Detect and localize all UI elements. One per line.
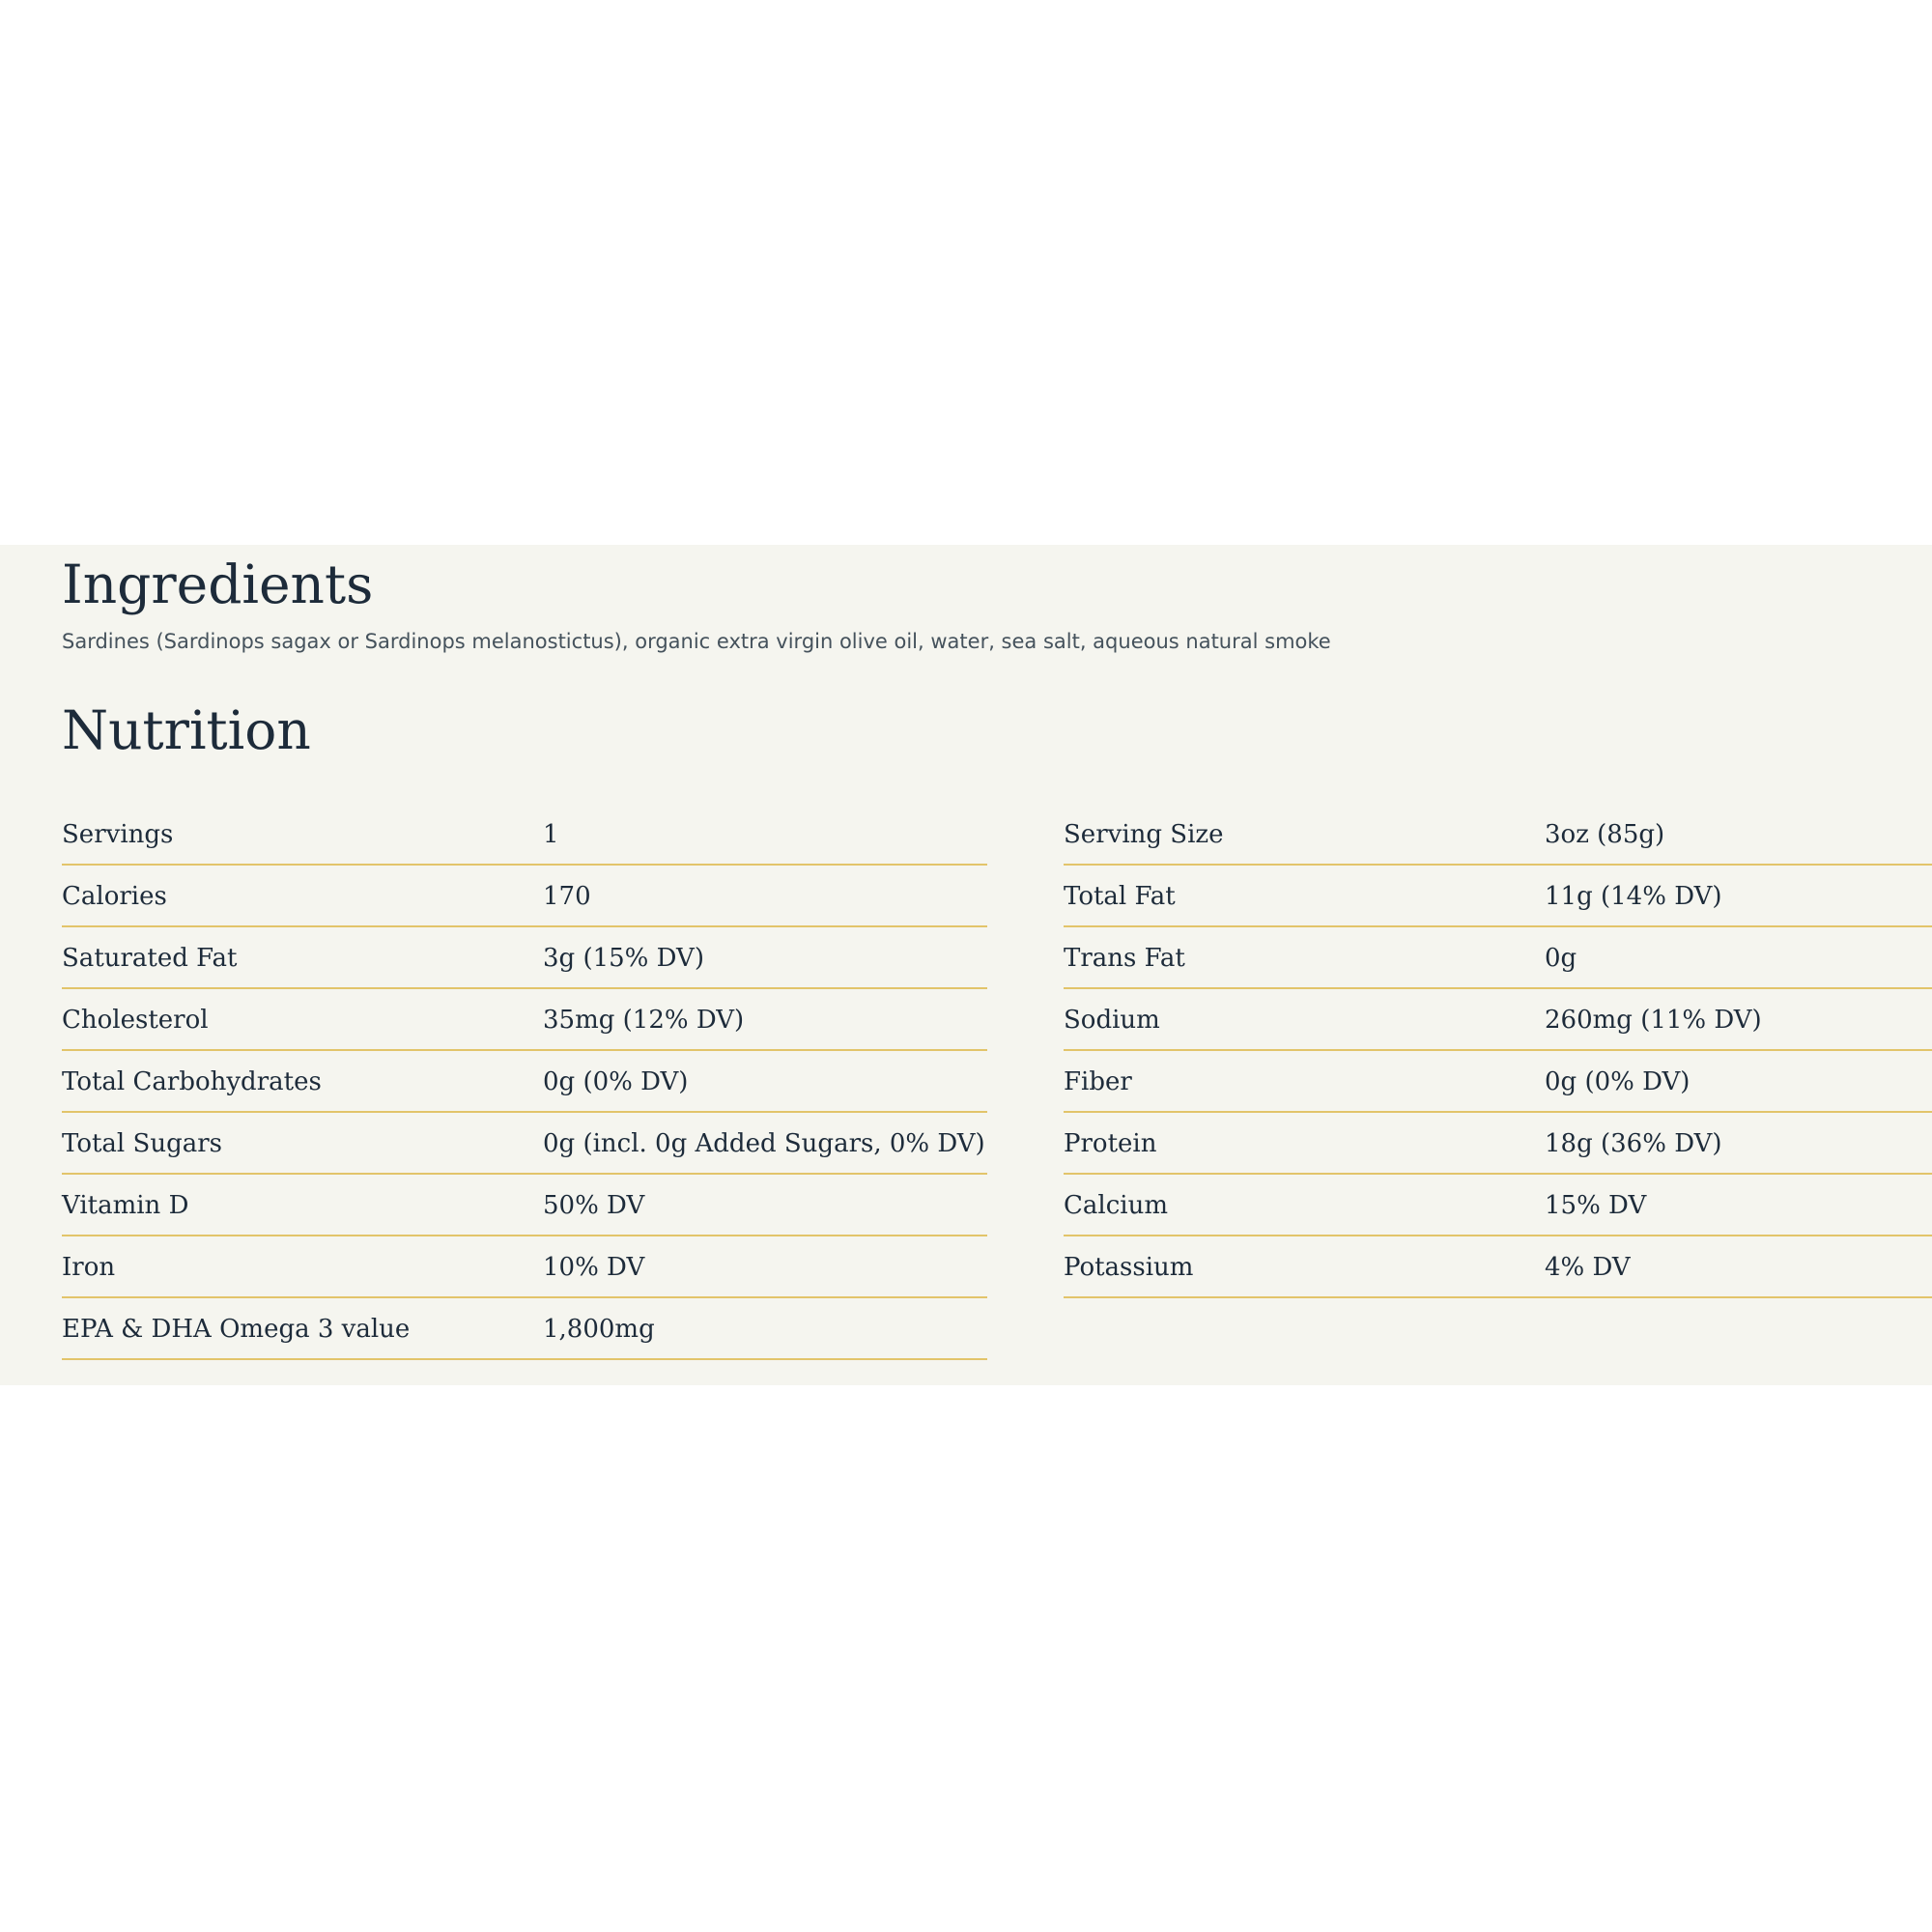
nutrition-label: Potassium xyxy=(1064,1253,1194,1282)
nutrition-value: 0g (0% DV) xyxy=(1545,1067,1690,1096)
nutrition-label: Calories xyxy=(62,882,167,911)
nutrition-value: 10% DV xyxy=(543,1253,645,1282)
nutrition-row-serving-size xyxy=(1064,804,1932,866)
nutrition-value: 0g xyxy=(1545,944,1577,973)
nutrition-label: Saturated Fat xyxy=(62,944,238,973)
nutrition-label: Cholesterol xyxy=(62,1006,209,1035)
nutrition-table-left xyxy=(62,804,987,1360)
nutrition-row-saturated-fat xyxy=(62,927,987,989)
nutrition-label: Servings xyxy=(62,820,174,849)
ingredients-heading: Ingredients xyxy=(62,554,374,615)
nutrition-row-iron xyxy=(62,1236,987,1298)
nutrition-value: 0g (0% DV) xyxy=(543,1067,689,1096)
nutrition-row-trans-fat xyxy=(1064,927,1932,989)
nutrition-value: 11g (14% DV) xyxy=(1545,882,1722,911)
nutrition-row-total-sugars xyxy=(62,1113,987,1175)
ingredients-text: Sardines (Sardinops sagax or Sardinops melanostictus), organic extra virgin olive oil, water, sea salt, aqueous natural smoke xyxy=(62,630,1331,653)
nutrition-label: Vitamin D xyxy=(62,1191,189,1220)
nutrition-label: Total Carbohydrates xyxy=(62,1067,322,1096)
nutrition-label: Sodium xyxy=(1064,1006,1160,1035)
nutrition-value: 35mg (12% DV) xyxy=(543,1006,745,1035)
nutrition-value: 50% DV xyxy=(543,1191,645,1220)
nutrition-label: EPA & DHA Omega 3 value xyxy=(62,1315,411,1344)
nutrition-value: 18g (36% DV) xyxy=(1545,1129,1722,1158)
nutrition-label: Calcium xyxy=(1064,1191,1168,1220)
nutrition-heading: Nutrition xyxy=(62,699,311,761)
nutrition-label: Fiber xyxy=(1064,1067,1132,1096)
nutrition-label: Iron xyxy=(62,1253,116,1282)
nutrition-label: Serving Size xyxy=(1064,820,1224,849)
nutrition-value: 170 xyxy=(543,882,591,911)
nutrition-value: 260mg (11% DV) xyxy=(1545,1006,1762,1035)
nutrition-value: 4% DV xyxy=(1545,1253,1631,1282)
nutrition-row-total-fat xyxy=(1064,866,1932,927)
nutrition-value: 0g (incl. 0g Added Sugars, 0% DV) xyxy=(543,1129,985,1158)
nutrition-label: Total Fat xyxy=(1064,882,1176,911)
nutrition-row-sodium xyxy=(1064,989,1932,1051)
nutrition-row-protein xyxy=(1064,1113,1932,1175)
nutrition-value: 3g (15% DV) xyxy=(543,944,704,973)
nutrition-row-omega-3 xyxy=(62,1298,987,1360)
nutrition-row-fiber xyxy=(1064,1051,1932,1113)
nutrition-label: Total Sugars xyxy=(62,1129,222,1158)
nutrition-value: 3oz (85g) xyxy=(1545,820,1665,849)
nutrition-table-right xyxy=(1064,804,1932,1298)
nutrition-row-total-carbohydrates xyxy=(62,1051,987,1113)
nutrition-value: 15% DV xyxy=(1545,1191,1647,1220)
nutrition-value: 1,800mg xyxy=(543,1315,655,1344)
nutrition-row-potassium xyxy=(1064,1236,1932,1298)
nutrition-row-calcium xyxy=(1064,1175,1932,1236)
nutrition-value: 1 xyxy=(543,820,559,849)
nutrition-row-calories xyxy=(62,866,987,927)
nutrition-label: Trans Fat xyxy=(1064,944,1185,973)
nutrition-row-cholesterol xyxy=(62,989,987,1051)
nutrition-row-vitamin-d xyxy=(62,1175,987,1236)
nutrition-label: Protein xyxy=(1064,1129,1157,1158)
nutrition-row-servings xyxy=(62,804,987,866)
